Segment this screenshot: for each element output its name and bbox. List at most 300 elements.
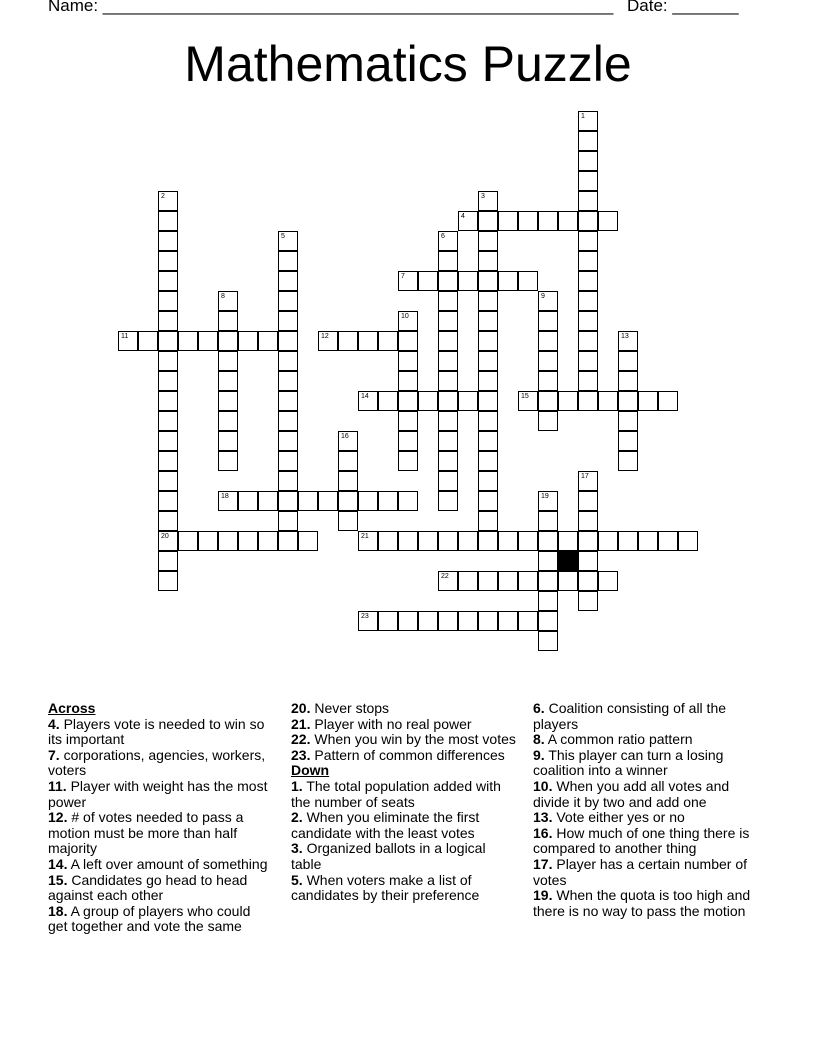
grid-cell[interactable] [278,371,298,391]
grid-cell[interactable] [538,631,558,651]
grid-cell[interactable] [578,531,598,551]
grid-cell[interactable] [158,571,178,591]
across-clue [48,904,273,935]
across-clue [48,857,273,873]
grid-cell[interactable] [498,271,518,291]
grid-cell[interactable] [158,511,178,531]
grid-cell[interactable] [398,331,418,351]
grid-cell[interactable] [198,531,218,551]
across-clue [48,748,273,779]
grid-cell[interactable] [578,351,598,371]
grid-cell[interactable] [578,471,598,491]
name-field[interactable]: Name: ______________________________________________________ [48,0,614,15]
grid-cell[interactable] [538,311,558,331]
clue-number: 5 [281,233,285,240]
down-clue [533,701,758,732]
grid-cell[interactable] [478,311,498,331]
grid-cell[interactable] [318,491,338,511]
grid-cell[interactable] [158,191,178,211]
grid-cell[interactable] [278,351,298,371]
grid-cell[interactable] [158,311,178,331]
grid-cell[interactable] [218,411,238,431]
grid-cell[interactable] [638,391,658,411]
grid-cell[interactable] [558,571,578,591]
grid-cell[interactable] [538,291,558,311]
across-clue [48,873,273,904]
clue-text: When you add all votes and divide it by two and add one [533,777,730,810]
grid-cell[interactable] [538,211,558,231]
grid-cell[interactable] [398,271,418,291]
grid-cell[interactable] [478,471,498,491]
grid-cell[interactable] [578,571,598,591]
down-clue [291,779,516,810]
down-clue [533,857,758,888]
down-heading: Down [291,762,330,779]
grid-cell[interactable] [438,571,458,591]
clue-number: 1 [581,113,585,120]
grid-cell[interactable] [578,291,598,311]
clue-text: Candidates go head to head against each other [48,871,248,904]
grid-cell[interactable] [598,531,618,551]
grid-cell[interactable] [578,131,598,151]
clue-number-label: 1. [291,777,303,794]
grid-cell[interactable] [618,531,638,551]
grid-cell[interactable] [158,251,178,271]
grid-cell[interactable] [218,451,238,471]
clue-text: corporations, agencies, workers, voters [48,746,266,779]
clue-number-label: 20. [291,700,311,716]
clue-number: 15 [521,393,529,400]
clue-number: 9 [541,293,545,300]
clue-number: 12 [321,333,329,340]
grid-cell[interactable] [478,191,498,211]
clue-text: When voters make a list of candidates by their preference [291,871,480,904]
grid-cell[interactable] [258,331,278,351]
grid-cell[interactable] [538,411,558,431]
down-clue [291,873,516,904]
grid-cell[interactable] [418,271,438,291]
grid-cell[interactable] [338,451,358,471]
grid-cell[interactable] [438,311,458,331]
grid-cell[interactable] [518,211,538,231]
grid-cell[interactable] [578,151,598,171]
grid-cell[interactable] [178,331,198,351]
grid-cell[interactable] [558,531,578,551]
grid-cell[interactable] [578,251,598,271]
grid-cell[interactable] [278,391,298,411]
grid-cell[interactable] [618,351,638,371]
grid-cell[interactable] [398,491,418,511]
grid-cell[interactable] [538,511,558,531]
grid-cell[interactable] [578,171,598,191]
grid-cell[interactable] [578,311,598,331]
grid-cell[interactable] [578,191,598,211]
clue-text: Coalition consisting of all the players [533,700,727,732]
grid-cell[interactable] [398,411,418,431]
across-heading: Across [48,700,96,716]
grid-cell[interactable] [478,211,498,231]
clue-text: Players vote is needed to win so its important [48,715,265,748]
grid-cell[interactable] [218,351,238,371]
clue-number: 10 [401,313,409,320]
grid-cell[interactable] [158,231,178,251]
grid-cell[interactable] [458,531,478,551]
clue-number-label: 4. [48,715,60,732]
across-clue [291,732,516,748]
grid-cell[interactable] [558,391,578,411]
across-clue [291,717,516,733]
clue-number: 16 [341,433,349,440]
grid-cell[interactable] [158,271,178,291]
grid-cell[interactable] [518,391,538,411]
grid-cell[interactable] [438,431,458,451]
grid-cell[interactable] [578,371,598,391]
clue-text: This player can turn a losing coalition into a winner [533,746,724,779]
grid-cell[interactable] [438,331,458,351]
clue-number-label: 22. [291,731,311,748]
grid-cell[interactable] [498,611,518,631]
grid-cell[interactable] [578,231,598,251]
grid-cell[interactable] [338,511,358,531]
grid-cell[interactable] [538,591,558,611]
grid-cell[interactable] [458,391,478,411]
clue-number: 23 [361,613,369,620]
grid-cell[interactable] [278,331,298,351]
grid-cell[interactable] [398,351,418,371]
grid-cell[interactable] [298,531,318,551]
grid-cell[interactable] [538,371,558,391]
grid-cell[interactable] [338,471,358,491]
grid-cell[interactable] [278,411,298,431]
grid-cell[interactable] [498,211,518,231]
grid-cell[interactable] [258,531,278,551]
grid-cell[interactable] [298,491,318,511]
clue-number-label: 21. [291,715,311,732]
grid-cell[interactable] [498,531,518,551]
grid-cell[interactable] [398,611,418,631]
grid-cell[interactable] [518,271,538,291]
grid-cell[interactable] [178,531,198,551]
grid-cell[interactable] [218,371,238,391]
grid-cell[interactable] [198,331,218,351]
grid-cell[interactable] [438,491,458,511]
clue-number: 18 [221,493,229,500]
grid-cell[interactable] [558,211,578,231]
grid-cell[interactable] [438,471,458,491]
grid-cell[interactable] [498,571,518,591]
grid-cell[interactable] [618,451,638,471]
clue-number: 22 [441,573,449,580]
grid-cell[interactable] [458,571,478,591]
clue-text: Organized ballots in a logical table [291,840,486,872]
grid-cell[interactable] [438,231,458,251]
clue-text: Pattern of common differences [310,746,505,763]
grid-cell[interactable] [158,351,178,371]
clue-text: A group of players who could get together and vote the same [48,902,251,935]
grid-cell[interactable] [438,611,458,631]
clue-number: 8 [221,293,225,300]
grid-cell[interactable] [358,611,378,631]
clue-number-label: 18. [48,902,68,919]
clue-text: Player has a certain number of votes [533,855,748,888]
down-clue [533,810,758,826]
grid-cell[interactable] [278,471,298,491]
grid-cell[interactable] [358,391,378,411]
grid-cell[interactable] [478,491,498,511]
clues-column-3 [533,701,758,919]
grid-cell[interactable] [218,311,238,331]
grid-cell[interactable] [218,331,238,351]
clue-number-label: 5. [291,871,303,888]
grid-cell[interactable] [658,531,678,551]
grid-cell[interactable] [678,531,698,551]
grid-cell[interactable] [538,571,558,591]
grid-cell[interactable] [338,491,358,511]
date-field[interactable]: Date: _______ [627,0,739,15]
grid-cell[interactable] [438,371,458,391]
grid-cell[interactable] [578,491,598,511]
grid-cell[interactable] [278,251,298,271]
clue-text: Player with no real power [310,715,472,732]
grid-cell[interactable] [438,291,458,311]
down-clue [291,841,516,872]
clue-text: # of votes needed to pass a motion must be more than half majority [48,809,244,857]
grid-cell[interactable] [378,391,398,411]
clue-number-label: 11. [48,777,67,794]
grid-cell[interactable] [398,371,418,391]
grid-cell[interactable] [478,271,498,291]
grid-cell[interactable] [578,391,598,411]
grid-cell[interactable] [538,351,558,371]
grid-cell[interactable] [478,391,498,411]
grid-cell[interactable] [158,551,178,571]
grid-cell[interactable] [278,291,298,311]
grid-cell[interactable] [538,531,558,551]
grid-cell[interactable] [258,491,278,511]
grid-cell[interactable] [358,331,378,351]
grid-cell[interactable] [478,411,498,431]
grid-cell[interactable] [238,331,258,351]
down-clue [533,888,758,919]
grid-cell[interactable] [578,331,598,351]
clue-text: Vote either yes or no [552,809,685,826]
grid-cell[interactable] [158,451,178,471]
grid-cell[interactable] [438,251,458,271]
clue-number-label: 16. [533,824,553,841]
grid-cell[interactable] [578,211,598,231]
grid-cell[interactable] [618,431,638,451]
grid-cell[interactable] [438,451,458,471]
grid-cell[interactable] [578,551,598,571]
grid-cell[interactable] [358,531,378,551]
grid-cell[interactable] [118,331,138,351]
grid-cell[interactable] [618,411,638,431]
grid-cell[interactable] [398,431,418,451]
clue-number-label: 10. [533,777,553,794]
grid-cell[interactable] [538,331,558,351]
grid-cell[interactable] [158,431,178,451]
grid-cell[interactable] [538,491,558,511]
grid-cell[interactable] [318,331,338,351]
grid-cell[interactable] [218,531,238,551]
down-clue [291,810,516,841]
clue-text: When you win by the most votes [310,731,516,748]
grid-cell[interactable] [138,331,158,351]
clue-number-label: 23. [291,746,311,763]
down-clue [533,748,758,779]
clue-number: 3 [481,193,485,200]
grid-cell[interactable] [278,231,298,251]
clue-number: 13 [621,333,629,340]
grid-cell[interactable] [598,391,618,411]
clue-text: How much of one thing there is compared to another thing [533,824,750,857]
clue-number: 14 [361,393,369,400]
grid-cell[interactable] [478,371,498,391]
clue-text: When the quota is too high and there is no way to pass the motion [533,887,751,919]
grid-cell[interactable] [438,391,458,411]
grid-cell[interactable] [478,611,498,631]
grid-cell[interactable] [278,311,298,331]
grid-cell[interactable] [438,271,458,291]
grid-cell[interactable] [398,391,418,411]
grid-cell[interactable] [538,551,558,571]
clue-text: Player with weight has the most power [48,777,268,810]
black-cell [558,551,578,571]
puzzle-title: Mathematics Puzzle [184,36,632,92]
grid-cell[interactable] [418,531,438,551]
grid-cell[interactable] [378,491,398,511]
grid-cell[interactable] [458,211,478,231]
clue-number: 4 [461,213,465,220]
grid-cell[interactable] [458,611,478,631]
clue-number-label: 13. [533,809,553,826]
grid-cell[interactable] [338,331,358,351]
clue-text: The total population added with the number of seats [291,777,501,810]
grid-cell[interactable] [218,491,238,511]
grid-cell[interactable] [158,391,178,411]
across-clue [291,701,516,717]
clue-number-label: 6. [533,700,545,716]
grid-cell[interactable] [658,391,678,411]
clue-number-label: 3. [291,840,303,857]
grid-cell[interactable] [278,511,298,531]
clue-number: 6 [441,233,445,240]
clue-text: A left over amount of something [67,855,268,872]
grid-cell[interactable] [418,391,438,411]
grid-cell[interactable] [278,531,298,551]
grid-cell[interactable] [378,331,398,351]
clue-number-label: 7. [48,746,60,763]
grid-cell[interactable] [478,331,498,351]
grid-cell[interactable] [278,431,298,451]
clue-number-label: 17. [533,855,553,872]
clue-number: 19 [541,493,549,500]
grid-cell[interactable] [378,611,398,631]
grid-cell[interactable] [578,271,598,291]
grid-cell[interactable] [578,511,598,531]
grid-cell[interactable] [478,231,498,251]
grid-cell[interactable] [158,471,178,491]
grid-cell[interactable] [538,391,558,411]
grid-cell[interactable] [338,431,358,451]
clue-number-label: 8. [533,731,545,748]
grid-cell[interactable] [438,351,458,371]
grid-cell[interactable] [158,491,178,511]
grid-cell[interactable] [478,531,498,551]
grid-cell[interactable] [398,451,418,471]
grid-cell[interactable] [158,371,178,391]
grid-cell[interactable] [158,411,178,431]
grid-cell[interactable] [218,291,238,311]
clue-text: When you eliminate the first candidate with the least votes [291,809,480,841]
grid-cell[interactable] [538,611,558,631]
grid-cell[interactable] [618,371,638,391]
grid-cell[interactable] [218,391,238,411]
grid-cell[interactable] [478,291,498,311]
clue-number: 21 [361,533,369,540]
grid-cell[interactable] [618,331,638,351]
grid-cell[interactable] [398,531,418,551]
clue-number: 20 [161,533,169,540]
clue-number-label: 12. [48,809,68,826]
grid-cell[interactable] [478,251,498,271]
clue-text: Never stops [310,700,390,716]
grid-cell[interactable] [418,611,438,631]
grid-cell[interactable] [638,531,658,551]
grid-cell[interactable] [278,491,298,511]
grid-cell[interactable] [218,431,238,451]
clue-number-label: 14. [48,855,68,872]
grid-cell[interactable] [478,431,498,451]
grid-cell[interactable] [238,491,258,511]
grid-cell[interactable] [438,411,458,431]
grid-cell[interactable] [518,571,538,591]
grid-cell[interactable] [578,591,598,611]
grid-cell[interactable] [598,571,618,591]
across-clue [48,717,273,748]
grid-cell[interactable] [478,451,498,471]
clue-number-label: 2. [291,809,303,826]
grid-cell[interactable] [158,531,178,551]
grid-cell[interactable] [518,611,538,631]
grid-cell[interactable] [478,351,498,371]
grid-cell[interactable] [378,531,398,551]
across-clue [291,748,516,764]
down-clue [533,732,758,748]
grid-cell[interactable] [278,271,298,291]
grid-cell[interactable] [158,291,178,311]
grid-cell[interactable] [458,271,478,291]
clue-number: 7 [401,273,405,280]
grid-cell[interactable] [158,331,178,351]
grid-cell[interactable] [478,511,498,531]
grid-cell[interactable] [278,451,298,471]
grid-cell[interactable] [358,491,378,511]
grid-cell[interactable] [578,111,598,131]
grid-cell[interactable] [238,531,258,551]
grid-cell[interactable] [518,531,538,551]
grid-cell[interactable] [158,211,178,231]
across-clue [48,810,273,857]
grid-cell[interactable] [398,311,418,331]
down-clue [533,826,758,857]
grid-cell[interactable] [478,571,498,591]
clues-column-2 [291,701,516,904]
grid-cell[interactable] [438,531,458,551]
grid-cell[interactable] [618,391,638,411]
clue-number: 11 [121,333,129,340]
grid-cell[interactable] [598,211,618,231]
